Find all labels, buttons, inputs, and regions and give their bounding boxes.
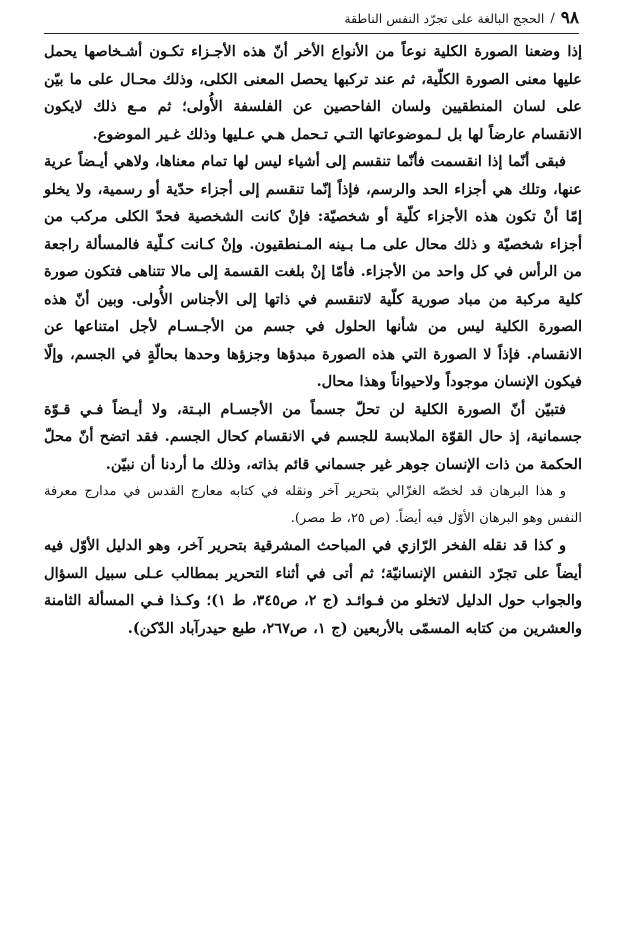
body-paragraph: فتبيّن أنّ الصورة الكلية لن تحلّ جسماً من الأجسـام البـتة، ولا أيـضاً فـي قـوّة جسمانية، إذ حال القوّة الملابسة للجسم في الانقسام كحال الجسم. فقد اتضح أنّ محلّ الحكمة من ذات الإنسان جوهر غير جسماني قائم بذاته، وذلك ما أردنا أن نبيّن. — [44, 400, 582, 473]
body-paragraph: إذا وضعنا الصورة الكلية نوعاً من الأنواع الأخر أنّ هذه الأجـزاء تكـون أشـخاصها يحمل عليها معنى الصورة الكلّية، ثم عند تركبها يحصل المعنى الكلى، وذلك محـال على ما بيّن على لسان المنطقيين ولسان الفاحصين عن الفلسفة الأُولى؛ ثم مـع ذلك لايكون الانقسام عارضاً لها بل لـموضوعاتها التـي تـحمل هـي عـليها وذلك غـير الموضوع. — [44, 43, 582, 143]
header-separator: / — [550, 10, 555, 26]
page-body — [44, 38, 582, 642]
page-number: ٩٨ — [560, 8, 579, 28]
body-paragraph: و كذا قد نقله الفخر الرّازي في المباحث المشرقية بتحرير آخر، وهو الدليل الأوّل فيه أيضاً على تجرّد النفس الإنسانيّة؛ ثم أتى في أثناء التحرير بمطالب عـلى سبيل السؤال والجواب حول الدليل لاتخلو من فـوائـد (ج ٢، ص٣٤٥، ط ١)؛ وكـذا فـي المسألة الثامنة والعشرين من كتابه المسمّى بالأربعين (ج ١، ص٢٦٧، طبع حيدرآباد الدّكن). — [44, 537, 583, 637]
body-paragraph: فبقى أنّما إذا انقسمت فأنّما تنقسم إلى أشياء ليس لها تمام معناها، ولاهي أيـضاً عرية عنها، وتلك هي أجزاء الحد والرسم، فإذاً إنّما تنقسم إلى أجزاء حدّية أو رسمية، ولا يخلو إمّا أنْ تكون هذه الأجزاء كلّية أو شخصيّة: فإنْ كانت الشخصية فحدّ الكلى مركب من أجزاء شخصيّة و ذلك محال على مـا بـينه المـنطقيون. وإنْ كـانت كـلّية فالمسألة راجعة من الرأس في كل واحد من الأجزاء. فأمّا إنْ بلغت القسمة إلى مالا تتناهى فتكون صورة كلية مركبة من مباد صورية كلّية لاتنقسم في ذاتها إلى الأجناس الأُولى. وبين أنّ هذه الصورة الكلية ليس من شأنها الحلول في جسم من الأجـسـام لأجل امتناعها عن الانقسام. فإذاً لا الصورة التي هذه الصورة مبدؤها وجزؤها وحدها بحالّةٍ في الجسم، وإلّا فيكون الإنسان موجوداً ولاحيواناً وهذا محال. — [44, 153, 582, 390]
header-divider — [44, 33, 579, 34]
page-header — [335, 8, 579, 28]
running-title: الحجج البالغة على تجرّد النفس الناطقة — [344, 10, 545, 26]
note-paragraph: و هذا البرهان قد لخصّه الغزّالي بتحرير آخر ونقله في كتابه معارج القدس في مدارج معرفة النفس وهو البرهان الأوّل فيه أيضاً. (ص ٢٥، ط مصر). — [44, 484, 582, 526]
